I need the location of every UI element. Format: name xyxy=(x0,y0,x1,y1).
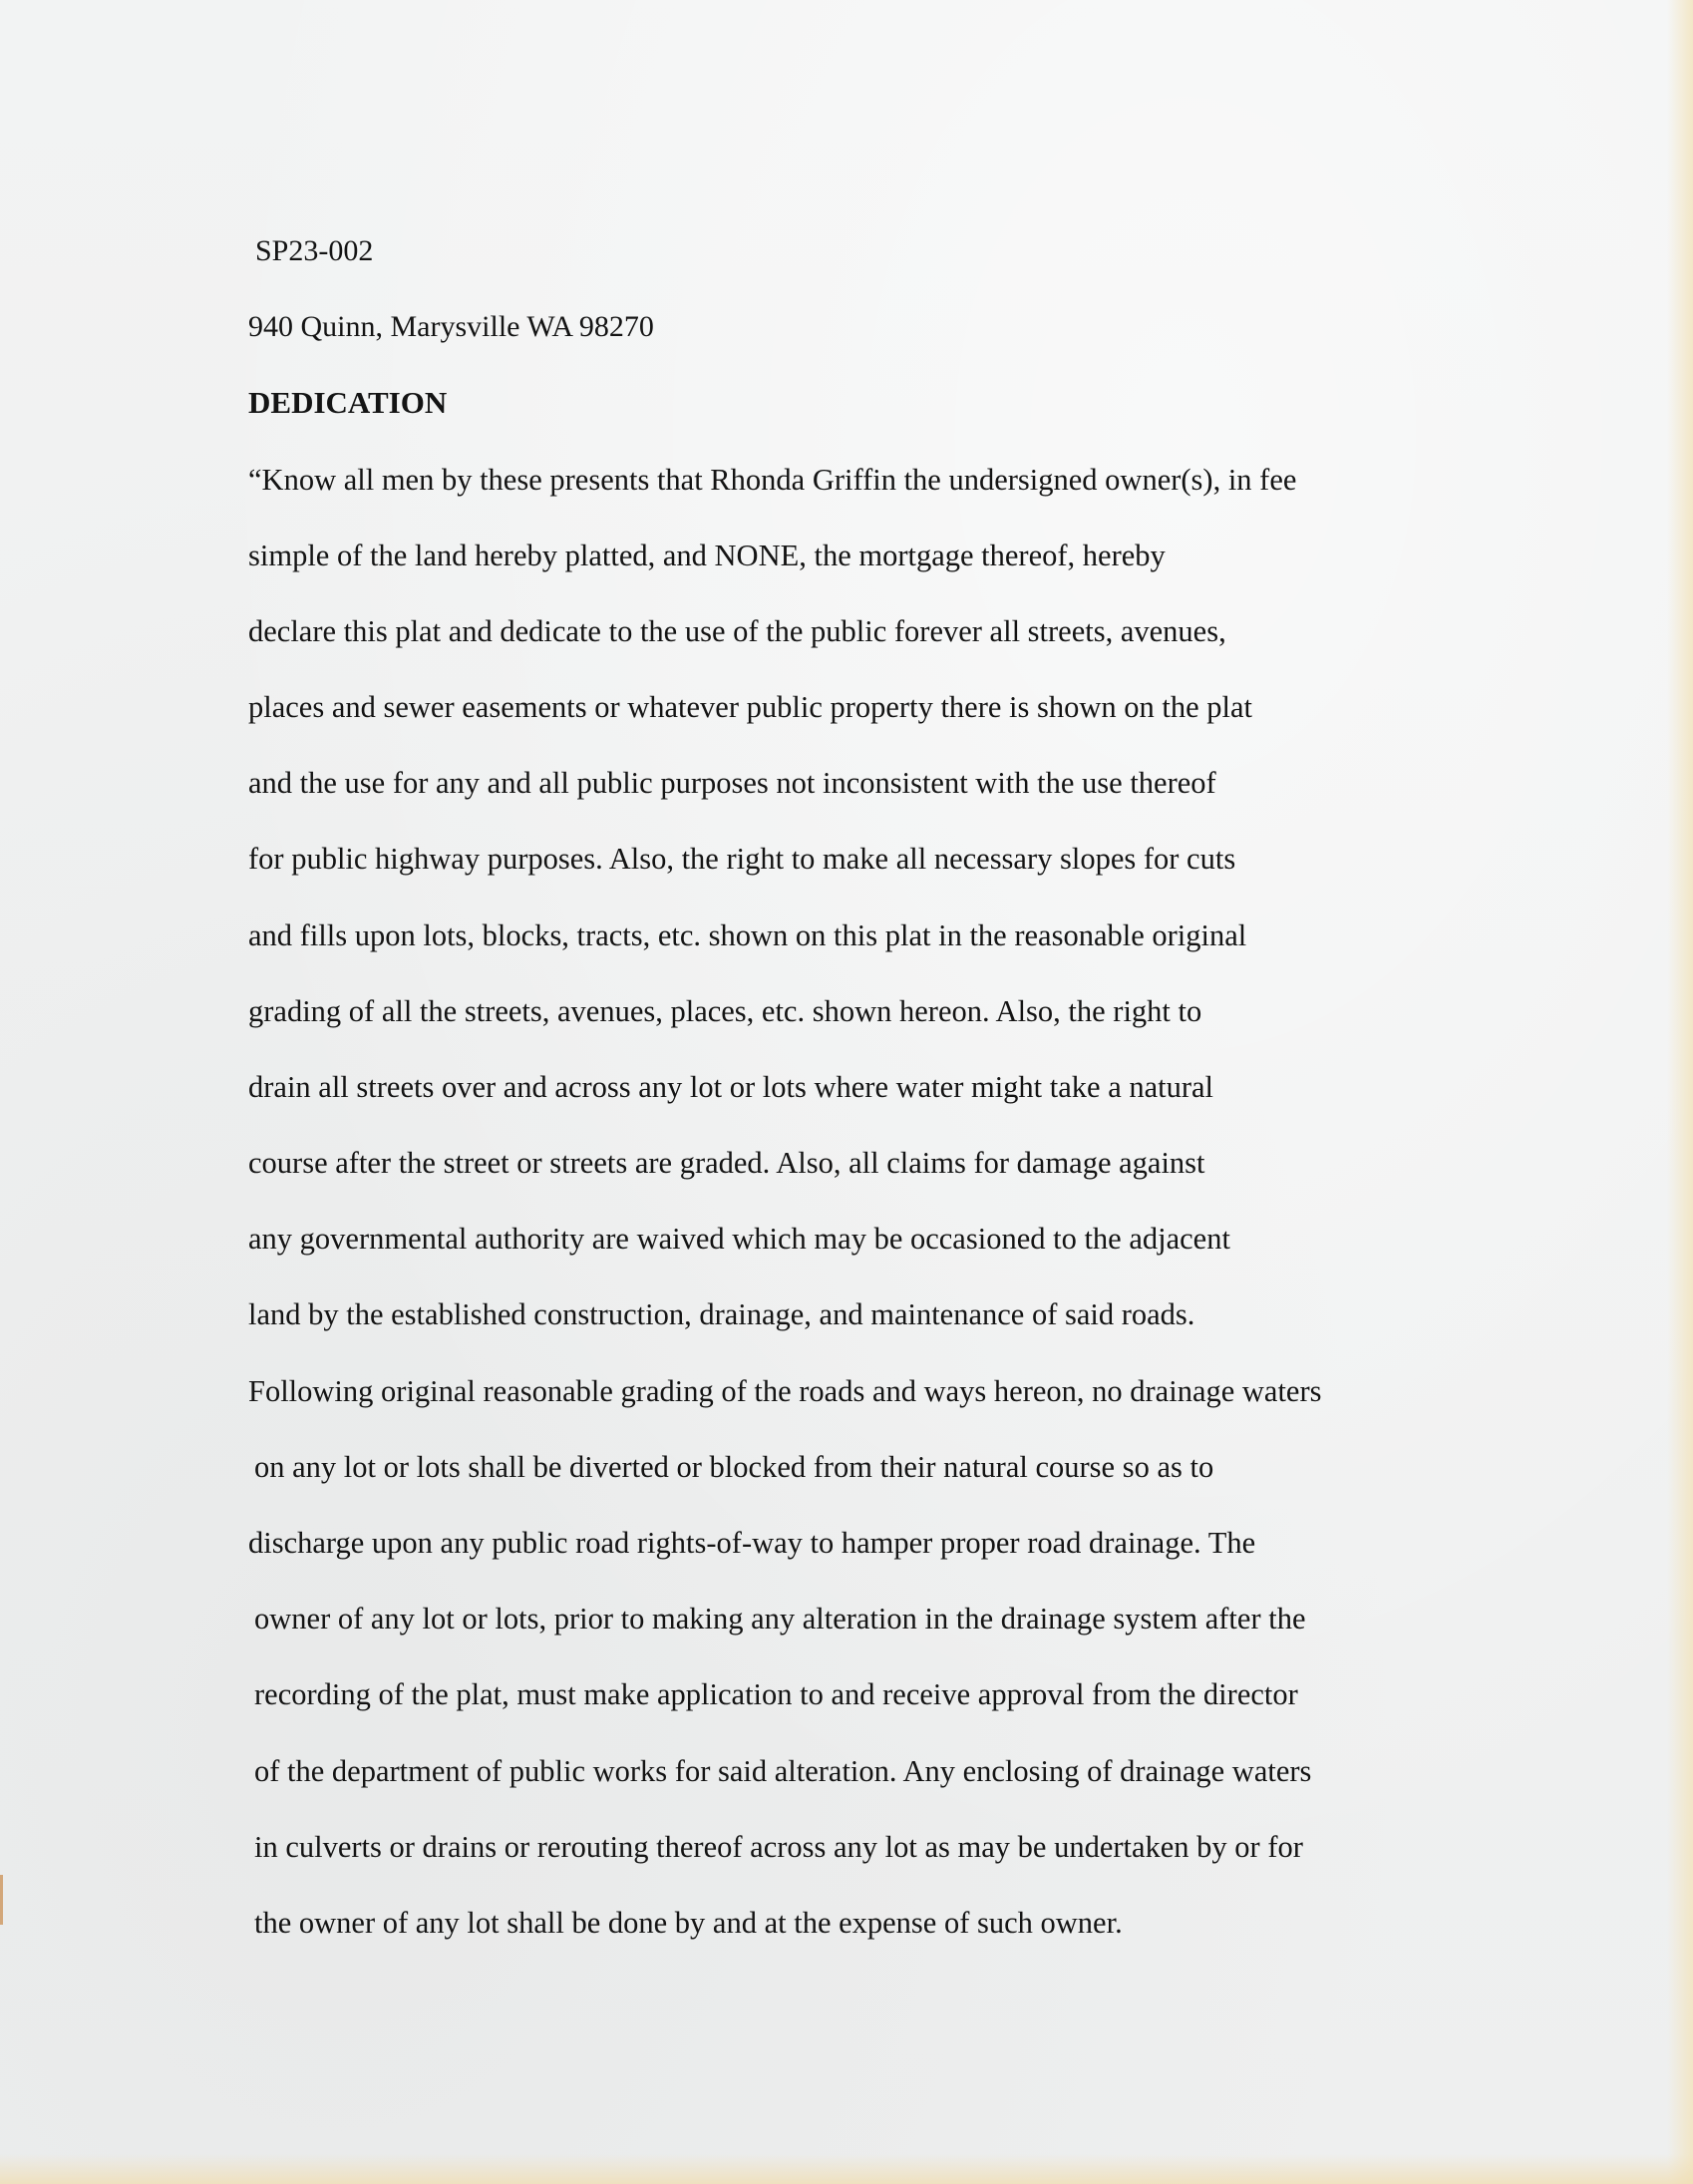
dedication-line: grading of all the streets, avenues, places, etc. shown hereon. Also, the right to xyxy=(248,994,1202,1028)
dedication-line: declare this plat and dedicate to the use of the public forever all streets, avenues, xyxy=(248,614,1226,648)
dedication-line: drain all streets over and across any lot or lots where water might take a natural xyxy=(248,1070,1214,1104)
property-address: 940 Quinn, Marysville WA 98270 xyxy=(248,310,654,343)
dedication-line: recording of the plat, must make application to and receive approval from the director xyxy=(254,1677,1298,1711)
dedication-line: for public highway purposes. Also, the right to make all necessary slopes for cuts xyxy=(248,842,1236,876)
dedication-line: course after the street or streets are graded. Also, all claims for damage against xyxy=(248,1146,1205,1180)
dedication-line: discharge upon any public road rights-of-way to hamper proper road drainage. The xyxy=(248,1526,1256,1560)
dedication-line: Following original reasonable grading of the roads and ways hereon, no drainage waters xyxy=(248,1374,1322,1408)
section-heading: DEDICATION xyxy=(248,385,448,420)
dedication-line: owner of any lot or lots, prior to making any alteration in the drainage system after the xyxy=(254,1602,1306,1636)
dedication-line: simple of the land hereby platted, and NONE, the mortgage thereof, hereby xyxy=(248,539,1166,572)
dedication-line: and the use for any and all public purposes not inconsistent with the use thereof xyxy=(248,766,1216,800)
dedication-line: any governmental authority are waived which may be occasioned to the adjacent xyxy=(248,1222,1230,1256)
page-edge-shadow xyxy=(1667,0,1693,2184)
scan-edge-mark xyxy=(0,1875,3,1925)
dedication-line: land by the established construction, drainage, and maintenance of said roads. xyxy=(248,1297,1195,1331)
dedication-line: the owner of any lot shall be done by and at the expense of such owner. xyxy=(254,1906,1123,1940)
dedication-line: places and sewer easements or whatever public property there is shown on the plat xyxy=(248,690,1253,724)
page-edge-shadow-bottom xyxy=(0,2154,1693,2184)
dedication-line: “Know all men by these presents that Rhonda Griffin the undersigned owner(s), in fee xyxy=(248,463,1297,497)
dedication-line: on any lot or lots shall be diverted or blocked from their natural course so as to xyxy=(254,1450,1214,1484)
case-number: SP23-002 xyxy=(255,234,374,267)
dedication-line: and fills upon lots, blocks, tracts, etc. shown on this plat in the reasonable original xyxy=(248,918,1247,952)
dedication-line: in culverts or drains or rerouting thereof across any lot as may be undertaken by or for xyxy=(254,1830,1303,1864)
dedication-line: of the department of public works for said alteration. Any enclosing of drainage waters xyxy=(254,1754,1312,1788)
